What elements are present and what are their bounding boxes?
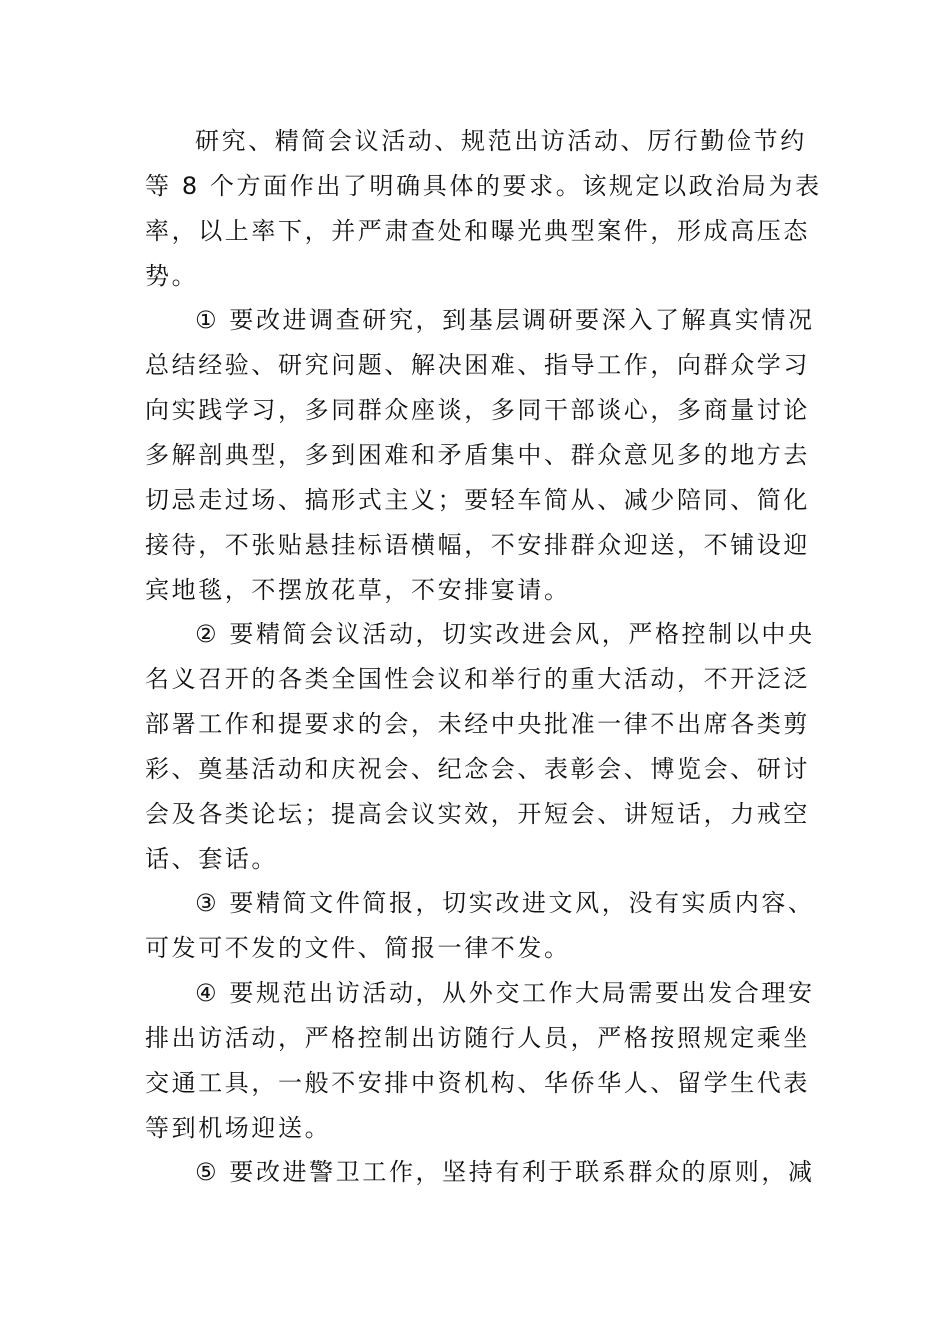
text-line: 率，以上率下，并严肃查处和曝光典型案件，形成高压态 (145, 217, 810, 245)
text-line: 多解剖典型，多到困难和矛盾集中、群众意见多的地方去 (145, 441, 810, 469)
text-line: 切忌走过场、搞形式主义；要轻车简从、减少陪同、简化 (145, 486, 810, 514)
text-line: 交通工具，一般不安排中资机构、华侨华人、留学生代表 (145, 1069, 810, 1097)
text-line: 接待，不张贴悬挂标语横幅，不安排群众迎送，不铺设迎 (145, 531, 810, 559)
text-line: 势。 (145, 262, 199, 290)
text-line: 名义召开的各类全国性会议和举行的重大活动，不开泛泛 (145, 665, 810, 693)
text-line: 向实践学习，多同群众座谈，多同干部谈心，多商量讨论 (145, 396, 810, 424)
text-line: 话、套话。 (145, 845, 278, 873)
text-line: ④ 要规范出访活动，从外交工作大局需要出发合理安 (195, 979, 815, 1007)
text-line: 等 8 个方面作出了明确具体的要求。该规定以政治局为表 (145, 172, 822, 200)
text-line: 研究、精简会议活动、规范出访活动、厉行勤俭节约 (195, 127, 807, 155)
text-line: 宾地毯，不摆放花草，不安排宴请。 (145, 576, 571, 604)
text-line: ① 要改进调查研究，到基层调研要深入了解真实情况 (195, 306, 815, 334)
text-line: 会及各类论坛；提高会议实效，开短会、讲短话，力戒空 (145, 800, 810, 828)
text-line: ② 要精简会议活动，切实改进会风，严格控制以中央 (195, 620, 815, 648)
text-line: 部署工作和提要求的会，未经中央批准一律不出席各类剪 (145, 710, 810, 738)
text-line: 等到机场迎送。 (145, 1114, 332, 1142)
text-line: 彩、奠基活动和庆祝会、纪念会、表彰会、博览会、研讨 (145, 755, 810, 783)
text-line: ⑤ 要改进警卫工作，坚持有利于联系群众的原则，减 (195, 1158, 815, 1186)
text-line: 排出访活动，严格控制出访随行人员，严格按照规定乘坐 (145, 1024, 810, 1052)
text-line: 总结经验、研究问题、解决困难、指导工作，向群众学习 (145, 351, 810, 379)
text-line: ③ 要精简文件简报，切实改进文风，没有实质内容、 (195, 889, 815, 917)
text-line: 可发可不发的文件、简报一律不发。 (145, 934, 571, 962)
